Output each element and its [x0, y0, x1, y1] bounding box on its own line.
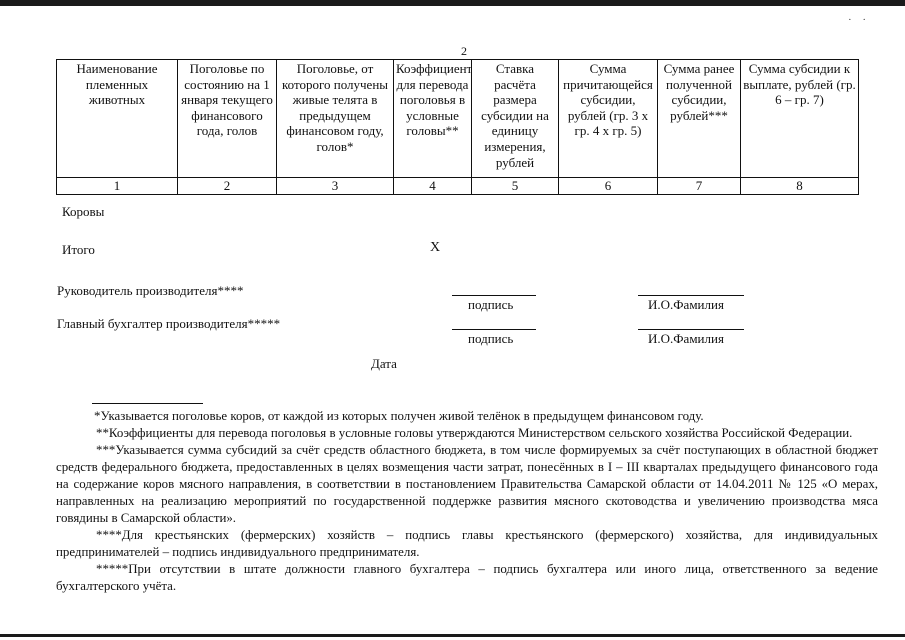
page-number: 2: [461, 44, 467, 58]
column-number: 8: [741, 178, 859, 195]
table-header-row: [57, 60, 859, 178]
header-subsidy-due: Сумма причитающейся субсидии, рублей (гр. 3 х гр. 4 х гр. 5): [559, 60, 658, 178]
date-label: Дата: [371, 356, 397, 371]
header-coefficient: Коэффициент для перевода поголовья в условные головы**: [394, 60, 472, 178]
head-name-caption: И.О.Фамилия: [648, 297, 724, 312]
head-of-producer-label: Руководитель производителя****: [57, 283, 244, 298]
column-number: 1: [57, 178, 178, 195]
accountant-name-caption: И.О.Фамилия: [648, 331, 724, 346]
total-x-mark: Х: [430, 240, 441, 255]
column-number-row: [57, 178, 859, 195]
row-label-total: Итого: [62, 242, 95, 257]
header-subsidy-received: Сумма ранее полученной субсидии, рублей***: [658, 60, 741, 178]
header-headcount-jan1: Поголовье по состоянию на 1 января текущего финансового года, голов: [178, 60, 277, 178]
scan-border-top: [0, 0, 905, 6]
column-number: 6: [559, 178, 658, 195]
column-number: 2: [178, 178, 277, 195]
footnote-2: **Коэффициенты для перевода поголовья в условные головы утверждаются Министерством сельского хозяйства Российской Федерации.: [96, 426, 853, 440]
header-subsidy-payable: Сумма субсидии к выплате, рублей (гр. 6 – гр. 7): [741, 60, 859, 178]
footnote-3: ***Указывается сумма субсидий за счёт средств областного бюджета, в том числе формируемых за счёт поступающих в областной бюджет средств федерального бюджета, предоставленных в целях возмещения части затрат, понесённых в I – III кварталах предыдущего финансового года на содержание коров мясного направления, в соответствии в постановлением Правительства Самарской области от 14.04.2011 № 125 «О мерах, направленных на реализацию мероприятий по государственной поддержке развития мясного скотоводства и увеличению производства мяса говядины в Самарской области».: [56, 443, 878, 525]
chief-accountant-label: Главный бухгалтер производителя*****: [57, 316, 281, 331]
accountant-signature-line: [452, 329, 536, 330]
header-headcount-calves: Поголовье, от которого получены живые телята в предыдущем финансовом году, голов*: [277, 60, 394, 178]
footnote-1: *Указывается поголовье коров, от каждой из которых получен живой телёнок в предыдущем финансовом году.: [94, 409, 704, 423]
row-label-cows: Коровы: [62, 204, 105, 219]
scan-noise-dots: · ·: [848, 14, 871, 26]
head-signature-caption: подпись: [468, 297, 514, 312]
header-rate: Ставка расчёта размера субсидии на единицу измерения, рублей: [472, 60, 559, 178]
accountant-name-line: [638, 329, 744, 330]
footnote-5: *****При отсутствии в штате должности главного бухгалтера – подпись бухгалтера или иного лица, ответственного за ведение бухгалтерского учёта.: [56, 562, 878, 593]
column-number: 3: [277, 178, 394, 195]
head-signature-line: [452, 295, 536, 296]
column-number: 5: [472, 178, 559, 195]
accountant-signature-caption: подпись: [468, 331, 514, 346]
scan-border-bottom: [0, 634, 905, 637]
column-number: 4: [394, 178, 472, 195]
head-name-line: [638, 295, 744, 296]
subsidy-table: [56, 59, 859, 195]
column-number: 7: [658, 178, 741, 195]
header-animal-name: Наименование племенных животных: [57, 60, 178, 178]
footnotes: [56, 408, 878, 595]
footnote-4: ****Для крестьянских (фермерских) хозяйств – подпись главы крестьянского (фермерского) хозяйства, для индивидуальных предпринимателей – подпись индивидуального предпринимателя.: [56, 528, 878, 559]
footnote-separator: [92, 403, 203, 404]
